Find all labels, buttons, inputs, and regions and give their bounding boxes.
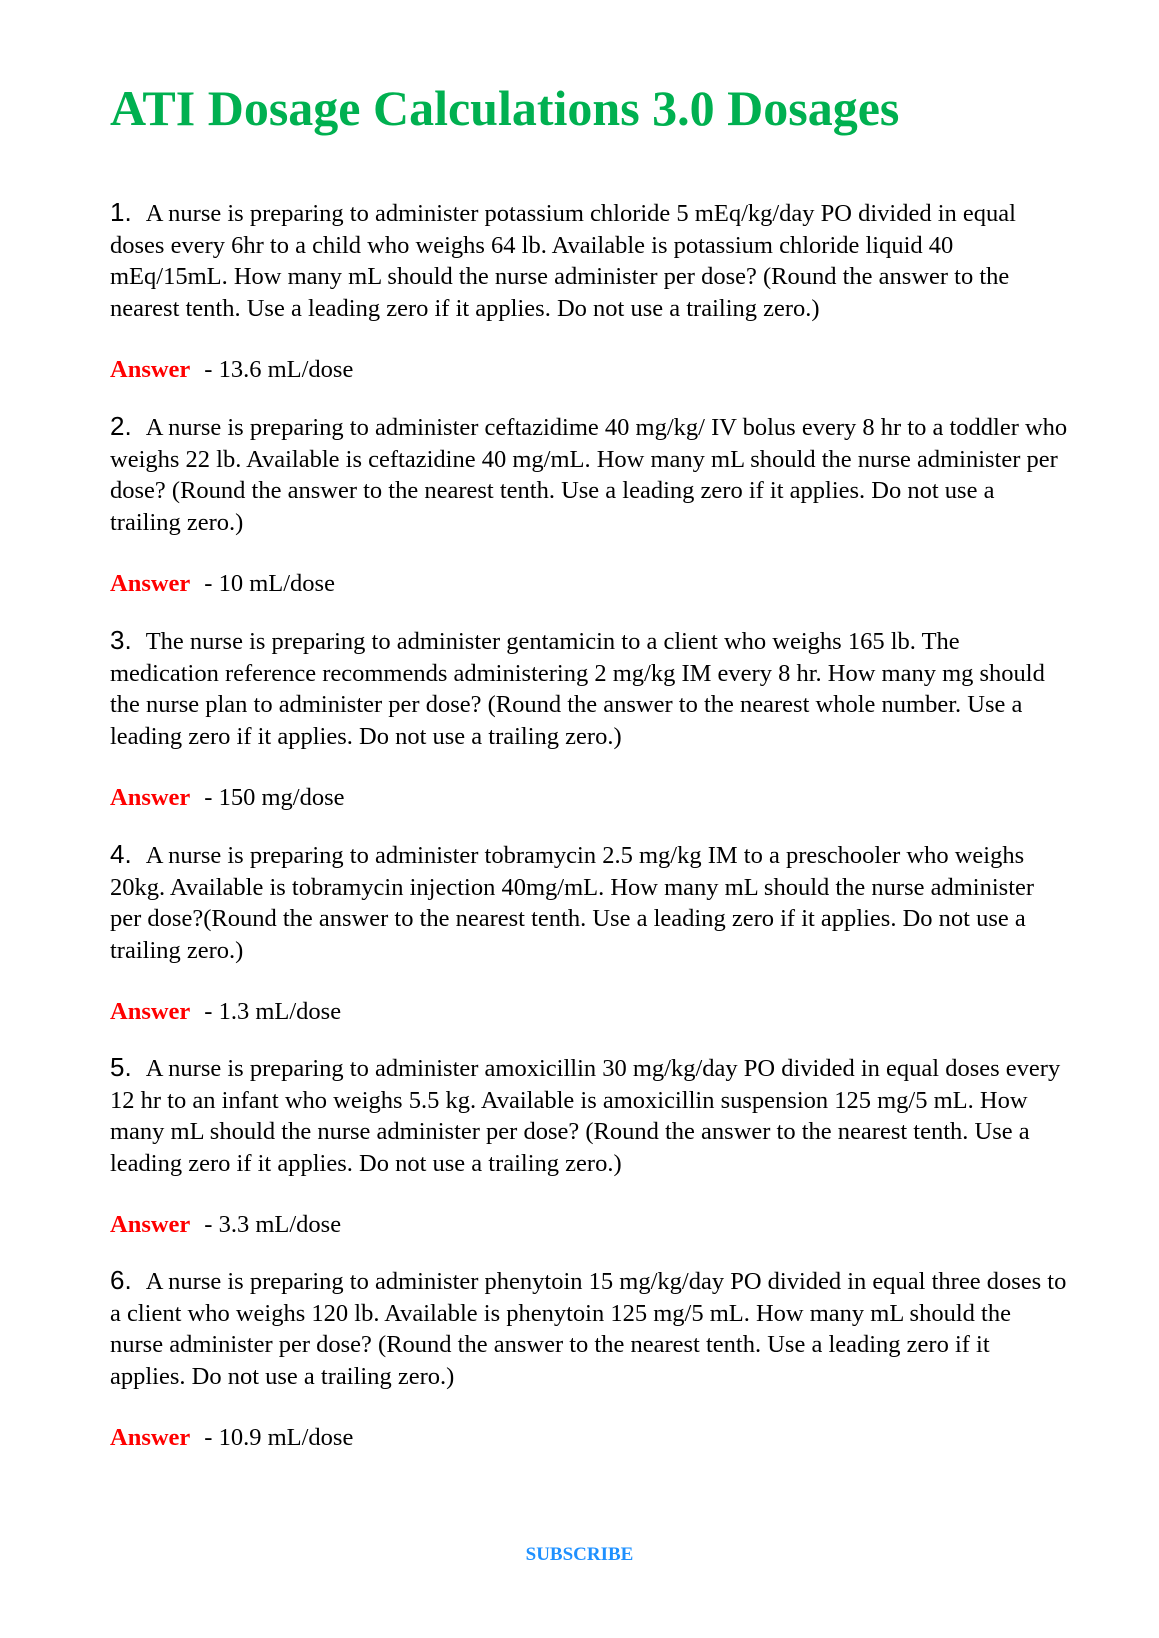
question-text — [110, 411, 1070, 538]
answer-line — [110, 996, 1070, 1028]
question-4 — [110, 839, 1070, 1028]
answer-value: - 150 mg/dose — [204, 784, 345, 811]
question-1 — [110, 197, 1070, 386]
answer-line — [110, 1422, 1070, 1454]
question-number: 4. — [110, 839, 132, 869]
answer-value: - 1.3 mL/dose — [204, 998, 342, 1025]
question-number: 3. — [110, 625, 132, 655]
question-3 — [110, 625, 1070, 814]
question-number: 1. — [110, 197, 132, 227]
question-body: A nurse is preparing to administer potassium chloride 5 mEq/kg/day PO divided in equal doses every 6hr to a child who weighs 64 lb. Available is potassium chloride liquid 40 mEq/15mL. How many mL should the nurse administer per dose? (Round the answer to the nearest tenth. Use a leading zero if it applies. Do not use a trailing zero.) — [110, 200, 1016, 322]
question-text — [110, 1265, 1070, 1392]
question-body: A nurse is preparing to administer ceftazidime 40 mg/kg/ IV bolus every 8 hr to a toddler who weighs 22 lb. Available is ceftazidine 40 mg/mL. How many mL should the nurse administer per dose? (Round the answer to the nearest tenth. Use a leading zero if it applies. Do not use a trailing zero.) — [110, 414, 1068, 536]
answer-value: - 10 mL/dose — [204, 570, 335, 597]
question-text — [110, 197, 1070, 324]
answer-label: Answer — [110, 998, 191, 1025]
answer-label: Answer — [110, 784, 191, 811]
question-number: 2. — [110, 411, 132, 441]
question-5 — [110, 1052, 1070, 1241]
answer-value: - 10.9 mL/dose — [204, 1424, 354, 1451]
question-number: 5. — [110, 1052, 132, 1082]
answer-line — [110, 568, 1070, 600]
question-text — [110, 839, 1070, 966]
question-number: 6. — [110, 1265, 132, 1295]
document-title: ATI Dosage Calculations 3.0 Dosages — [110, 80, 900, 136]
question-body: A nurse is preparing to administer tobramycin 2.5 mg/kg IM to a preschooler who weighs 20kg. Available is tobramycin injection 40mg/mL. How many mL should the nurse administer per dose?(Round the answer to the nearest tenth. Use a leading zero if it applies. Do not use a trailing zero.) — [110, 842, 1035, 964]
question-text — [110, 1052, 1070, 1179]
answer-label: Answer — [110, 1424, 191, 1451]
question-text — [110, 625, 1070, 752]
question-body: A nurse is preparing to administer amoxicillin 30 mg/kg/day PO divided in equal doses every 12 hr to an infant who weighs 5.5 kg. Available is amoxicillin suspension 125 mg/5 mL. How many mL should the nurse administer per dose? (Round the answer to the nearest tenth. Use a leading zero if it applies. Do not use a trailing zero.) — [110, 1055, 1061, 1177]
answer-label: Answer — [110, 356, 191, 383]
question-2 — [110, 411, 1070, 600]
answer-label: Answer — [110, 1211, 191, 1238]
answer-line — [110, 782, 1070, 814]
answer-line — [110, 354, 1070, 386]
question-body: A nurse is preparing to administer phenytoin 15 mg/kg/day PO divided in equal three doses to a client who weighs 120 lb. Available is phenytoin 125 mg/5 mL. How many mL should the nurse administer per dose? (Round the answer to the nearest tenth. Use a leading zero if it applies. Do not use a trailing zero.) — [110, 1268, 1067, 1390]
answer-line — [110, 1209, 1070, 1241]
question-6 — [110, 1265, 1070, 1454]
question-body: The nurse is preparing to administer gentamicin to a client who weighs 165 lb. The medication reference recommends administering 2 mg/kg IM every 8 hr. How many mg should the nurse plan to administer per dose? (Round the answer to the nearest whole number. Use a leading zero if it applies. Do not use a trailing zero.) — [110, 628, 1045, 750]
answer-label: Answer — [110, 570, 191, 597]
answer-value: - 13.6 mL/dose — [204, 356, 354, 383]
subscribe-link[interactable]: SUBSCRIBE — [525, 1544, 634, 1565]
answer-value: - 3.3 mL/dose — [204, 1211, 342, 1238]
